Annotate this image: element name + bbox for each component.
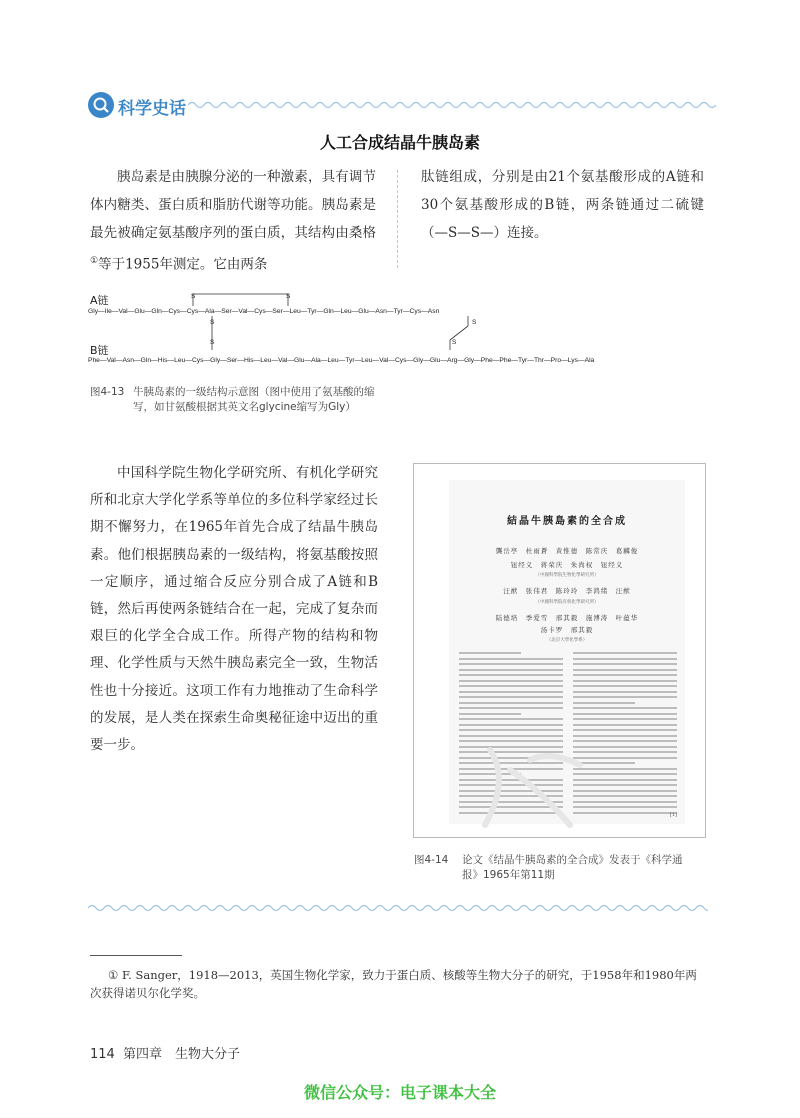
article-title: 人工合成结晶牛胰岛素 <box>319 133 480 152</box>
bottom-wave-divider <box>88 903 708 913</box>
paper-text-line <box>573 658 677 660</box>
intro-paragraph-right: 肽链组成，分别是由21个氨基酸形成的A链和30个氨基酸形成的B链，两条链通过二硫键（—S—S—）连接。 <box>421 169 704 241</box>
chain-b-label: B链 <box>90 344 109 357</box>
paper-text-line <box>573 680 677 682</box>
affiliation-line: （中國科學院生物化學研究所） <box>535 573 599 578</box>
disulfide-bonds-diagram <box>88 288 698 358</box>
column-divider <box>397 170 398 268</box>
paper-text-line <box>459 735 563 737</box>
paper-text-line <box>573 702 635 704</box>
paper-text-line <box>459 663 563 665</box>
paper-text-line <box>459 713 521 715</box>
figure-4-14-caption: 论文《结晶牛胰岛素的全合成》发表于《科学通报》1965年第11期 <box>462 854 683 881</box>
paper-text-line <box>573 696 677 698</box>
paper-text-line <box>459 696 563 698</box>
science-history-badge <box>88 92 114 118</box>
sulfur-atom: S <box>210 339 215 346</box>
header-wave-divider <box>188 100 718 110</box>
chapter-title: 第四章 生物大分子 <box>122 1047 240 1062</box>
page-number: 114 <box>90 1047 115 1062</box>
paper-text-line <box>459 680 563 682</box>
paper-text-line <box>573 685 677 687</box>
sulfur-atom: S <box>210 319 215 326</box>
sulfur-atom: S <box>286 293 291 300</box>
chain-a-sequence: Gly—Ile—Val—Glu—Gln—Cys—Cys—Ala—Ser—Val—Cys—Ser—Leu—Tyr—Gln—Leu—Glu—Asn—Tyr—Cys—Asn <box>88 308 440 315</box>
sulfur-atom: S <box>472 319 477 326</box>
magnifier-icon <box>92 96 110 114</box>
chain-a-label: A链 <box>90 294 109 307</box>
paper-page-number: [1] <box>669 812 677 818</box>
paper-text-line <box>573 691 677 693</box>
paper-title: 結晶牛胰島素的全合成 <box>507 516 627 527</box>
footnote-ref[interactable]: ① <box>90 256 99 266</box>
paper-text-line <box>573 713 677 715</box>
affiliation-line: （北京大學化學系） <box>546 638 588 643</box>
affiliation-line: （中國科學院有机化學研究所） <box>535 600 599 605</box>
intro-paragraph-left: 胰岛素是由胰腺分泌的一种激素，具有调节体内糖类、蛋白质和脂肪代谢等功能。胰岛素是最先被确定氨基酸序列的蛋白质，其结构由桑格①等于1955年测定。它由两条 <box>90 169 376 273</box>
chain-b-sequence: Phe—Val—Asn—Gln—His—Leu—Cys—Gly—Ser—His—Leu—Val—Glu—Ala—Leu—Tyr—Leu—Val—Cys—Gly—Glu—Arg—Gly—Phe—Phe—Tyr—Thr—Pro—Lys—Ala <box>88 357 595 364</box>
paper-text-line <box>573 729 677 731</box>
paper-text-line <box>459 729 563 731</box>
paper-text-line <box>573 652 677 654</box>
author-line: 陆德培 季爱雪 邢其毅 施溥涛 叶蕴华 <box>495 614 639 622</box>
paper-text-line <box>573 669 677 671</box>
footnote-rule <box>90 955 182 956</box>
paper-text-line <box>459 685 563 687</box>
paper-text-line <box>573 674 677 676</box>
paper-text-line <box>459 669 563 671</box>
page-footer <box>90 1043 240 1062</box>
paper-text-line <box>459 707 563 709</box>
section-header <box>88 92 718 122</box>
paper-text-line <box>459 702 563 704</box>
figure-4-13-number: 图4-13 <box>90 386 125 398</box>
paper-text-line <box>459 674 563 676</box>
sulfur-atom: S <box>191 293 196 300</box>
paper-text-line <box>459 691 563 693</box>
author-line: 汪猷 张伟君 陈玲玲 李鸿绪 汪猷 <box>503 587 631 595</box>
paper-text-line <box>459 718 563 720</box>
footnote: ① F. Sanger，1918—2013，英国生物化学家，致力于蛋白质、核酸等生物大分子的研究，于1958年和1980年两次获得诺贝尔化学奖。 <box>90 968 697 1000</box>
wechat-watermark: 微信公众号：电子课本大全 <box>303 1083 496 1102</box>
figure-4-14-number: 图4-14 <box>414 854 449 866</box>
paper-text-line <box>459 724 563 726</box>
author-line: 龔岳亭 杜雨蒼 黄惟德 陈常庆 葛麟俊 <box>495 547 639 555</box>
watermark-mark <box>470 740 590 830</box>
paper-text-line <box>573 663 677 665</box>
paper-text-line <box>573 718 677 720</box>
paper-text-line <box>459 652 521 654</box>
author-line: 汤卡罗 邢其毅 <box>540 626 594 634</box>
main-paragraph: 中国科学院生物化学研究所、有机化学研究所和北京大学化学系等单位的多位科学家经过长期不懈努力，在1965年首先合成了结晶牛胰岛素。他们根据胰岛素的一级结构，将氨基酸按照一定顺序，通过缩合反应分别合成了A链和B链，然后再使两条链结合在一起，完成了复杂而艰巨的化学全合成工作。所得产物的结构和物理、化学性质与天然牛胰岛素完全一致，生物活性也十分接近。这项工作有力地推动了生命科学的发展，是人类在探索生命奥秘征途中迈出的重要一步。 <box>90 465 378 754</box>
section-title: 科学史话 <box>118 99 186 119</box>
paper-text-line <box>459 658 563 660</box>
paper-text-line <box>573 724 677 726</box>
paper-text-line <box>573 707 677 709</box>
author-line: 钮经义 蒋荣庆 朱尚权 钮经义 <box>510 561 624 569</box>
figure-4-13-caption: 牛胰岛素的一级结构示意图（图中使用了氨基酸的缩写，如甘氨酸根据其英文名glycine缩写为Gly） <box>133 386 375 413</box>
paper-text-line <box>573 735 677 737</box>
sulfur-atom: S <box>452 339 457 346</box>
